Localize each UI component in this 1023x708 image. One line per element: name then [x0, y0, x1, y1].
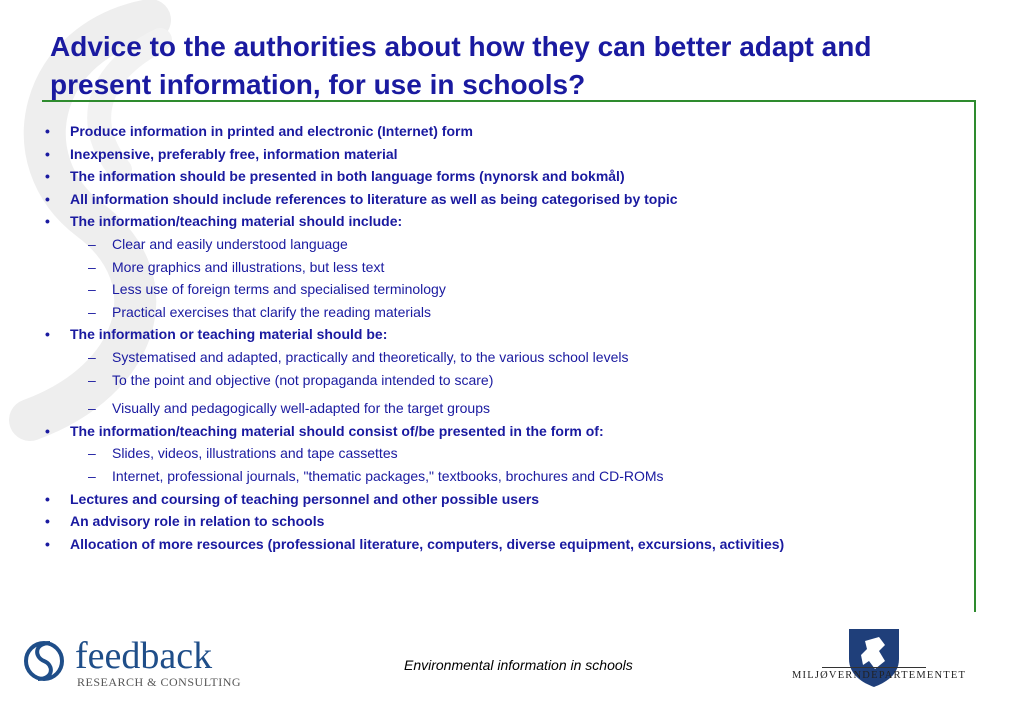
- dash-marker: –: [88, 445, 96, 462]
- sub-list-item-text: Clear and easily understood language: [112, 235, 348, 252]
- list-item-text: The information/teaching material should consist of/be presented in the form of:: [70, 422, 604, 439]
- feedback-logo-word: feedback: [75, 635, 213, 677]
- list-item-text: The information or teaching material should be:: [70, 326, 388, 343]
- bullet-marker: •: [45, 490, 50, 507]
- list-item-text: All information should include references to literature as well as being categorised by topic: [70, 190, 678, 207]
- dash-marker: –: [88, 303, 96, 320]
- list-item: [42, 143, 962, 166]
- bullet-marker: •: [45, 513, 50, 530]
- dash-marker: –: [88, 258, 96, 275]
- ministry-logo-name: MILJØVERNDEPARTEMENTET: [792, 670, 967, 681]
- bullet-marker: •: [45, 145, 50, 162]
- list-item-text: The information should be presented in both language forms (nynorsk and bokmål): [70, 168, 625, 185]
- sub-list-item-text: Internet, professional journals, "thematic packages," textbooks, brochures and CD-ROMs: [112, 467, 664, 484]
- bullet-marker: •: [45, 422, 50, 439]
- list-item-text: The information/teaching material should include:: [70, 213, 403, 230]
- dash-marker: –: [88, 235, 96, 252]
- bullet-list: [42, 120, 962, 555]
- sub-list-item-text: Slides, videos, illustrations and tape cassettes: [112, 445, 398, 462]
- bullet-marker: •: [45, 213, 50, 230]
- list-item: [42, 165, 962, 188]
- sub-list-item-text: More graphics and illustrations, but less text: [112, 258, 385, 275]
- sub-list-item: [42, 346, 962, 369]
- footer-caption: Environmental information in schools: [404, 657, 633, 673]
- sub-list-item-text: Systematised and adapted, practically and theoretically, to the various school levels: [112, 348, 629, 365]
- list-item: [42, 420, 962, 443]
- dash-marker: –: [88, 371, 96, 388]
- list-item: [42, 120, 962, 143]
- sub-list-item: [42, 397, 962, 420]
- list-item-text: Produce information in printed and electronic (Internet) form: [70, 123, 473, 139]
- green-horizontal-rule: [42, 100, 976, 102]
- dash-marker: –: [88, 467, 96, 484]
- list-item: [42, 510, 962, 533]
- sub-list-item-text: To the point and objective (not propaganda intended to scare): [112, 371, 494, 388]
- bullet-marker: •: [45, 535, 50, 552]
- bullet-marker: •: [45, 326, 50, 343]
- bullet-marker: •: [45, 123, 50, 139]
- sub-list-item: [42, 369, 962, 392]
- sub-list-item: [42, 442, 962, 465]
- list-item-text: Lectures and coursing of teaching personnel and other possible users: [70, 490, 540, 507]
- list-item-text: An advisory role in relation to schools: [70, 513, 325, 530]
- sub-list-item-text: Less use of foreign terms and specialised terminology: [112, 281, 446, 298]
- list-item: [42, 188, 962, 211]
- ministry-logo-divider: [822, 667, 926, 668]
- list-item-text: Allocation of more resources (professional literature, computers, diverse equipment, excursions, activities): [70, 535, 785, 552]
- sub-list-item: [42, 465, 962, 488]
- sub-list-item-text: Visually and pedagogically well-adapted for the target groups: [112, 400, 490, 417]
- list-item: [42, 533, 962, 556]
- bullet-marker: •: [45, 190, 50, 207]
- sub-list-item: [42, 256, 962, 279]
- sub-list-item-text: Practical exercises that clarify the reading materials: [112, 303, 432, 320]
- green-vertical-rule: [974, 100, 976, 612]
- dash-marker: –: [88, 400, 96, 417]
- list-item: [42, 210, 962, 233]
- dash-marker: –: [88, 348, 96, 365]
- sub-list-item: [42, 233, 962, 256]
- sub-list-item: [42, 278, 962, 301]
- sub-list-item: [42, 301, 962, 324]
- dash-marker: –: [88, 281, 96, 298]
- slide-title: Advice to the authorities about how they can better adapt and present information, for use in schools?: [50, 31, 872, 100]
- list-item-text: Inexpensive, preferably free, information material: [70, 145, 398, 162]
- list-item: [42, 488, 962, 511]
- bullet-marker: •: [45, 168, 50, 185]
- list-item: [42, 323, 962, 346]
- feedback-logo-subtitle: RESEARCH & CONSULTING: [77, 675, 242, 689]
